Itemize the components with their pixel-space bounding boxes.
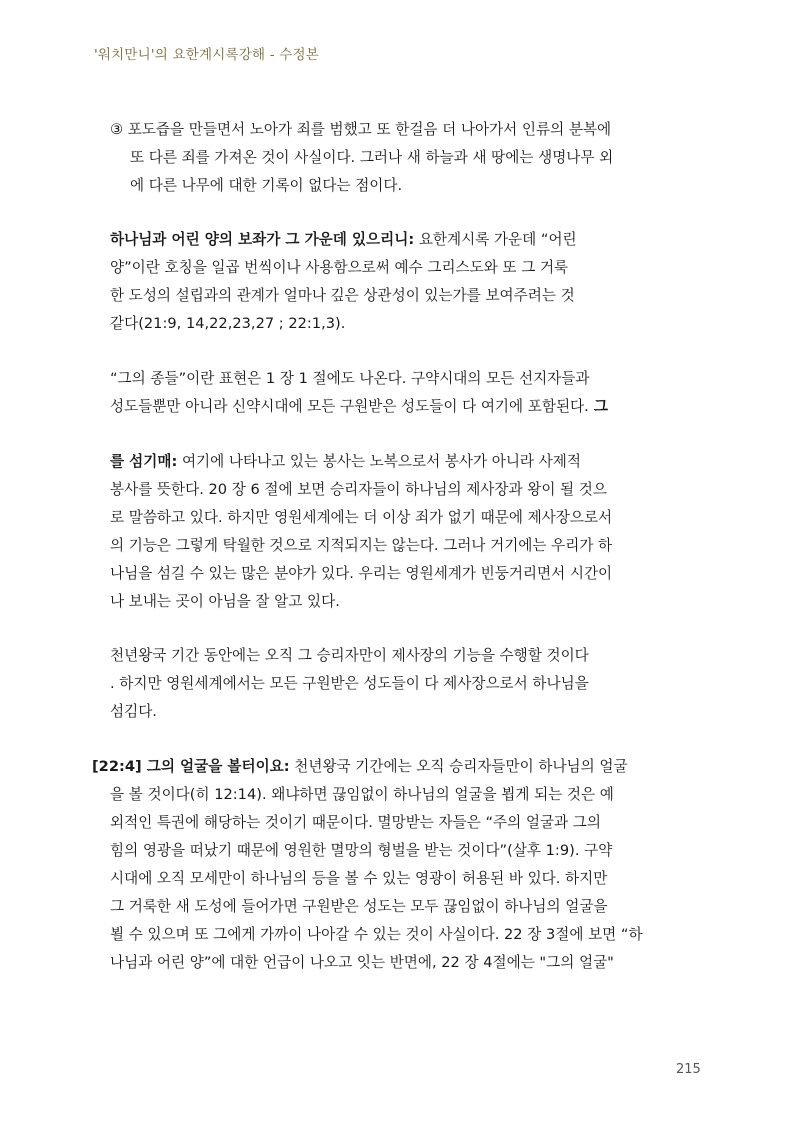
text-line: 나 보내는 곳이 아님을 잘 알고 있다.: [110, 593, 340, 610]
text-line: 같다(21:9, 14,22,23,27 ; 22:1,3).: [110, 315, 346, 332]
paragraph-heading: 하나님과 어린 양의 보좌가 그 가운데 있으리니:: [110, 231, 415, 248]
paragraph-heading-start: 그: [588, 398, 608, 415]
paragraph-heading: 를 섬기매:: [110, 453, 178, 470]
text-line: 로 말씀하고 있다. 하지만 영원세계에는 더 이상 죄가 없기 때문에 제사장으로서: [110, 509, 613, 526]
text-line: 뵐 수 있으며 또 그에게 가까이 나아갈 수 있는 것이 사실이다. 22 장 3절에 보면 “하: [110, 926, 643, 943]
text-line: 또 다른 죄를 가져온 것이 사실이다. 그러나 새 하늘과 새 땅에는 생명나무 외: [130, 149, 614, 166]
paragraph-heading: [22:4] 그의 얼굴을 볼터이요:: [92, 758, 290, 775]
text-line: 나님을 섬길 수 있는 많은 분야가 있다. 우리는 영원세계가 빈둥거리면서 시간이: [110, 565, 613, 582]
text-line: 의 기능은 그렇게 탁월한 것으로 지적되지는 않는다. 그러나 거기에는 우리가 하: [110, 537, 613, 554]
text-line: [92, 757, 628, 777]
text-line: [110, 230, 577, 250]
text-line: 외적인 특권에 해당하는 것이기 때문이다. 멸망받는 자들은 “주의 얼굴과 그의: [110, 814, 601, 831]
text-line: 봉사를 뜻한다. 20 장 6 절에 보면 승리자들이 하나님의 제사장과 왕이 될 것으: [110, 481, 607, 498]
text-line: 을 볼 것이다(히 12:14). 왜냐하면 끊임없이 하나님의 얼굴을 뵙게 되는 것은 예: [110, 786, 614, 803]
text-line: 한 도성의 설립과의 관계가 얼마나 깊은 상관성이 있는가를 보여주려는 것: [110, 287, 575, 304]
text-line: 그 거룩한 새 도성에 들어가면 구원받은 성도는 모두 끊임없이 하나님의 얼굴을: [110, 898, 608, 915]
text-line: “그의 종들”이란 표현은 1 장 1 절에도 나온다. 구약시대의 모든 선지자들과: [110, 370, 590, 387]
text-line: 에 다른 나무에 대한 기록이 없다는 점이다.: [130, 177, 403, 194]
text-line: ③ 포도즙을 만들면서 노아가 죄를 범했고 또 한걸음 더 나아가서 인류의 분복에: [110, 121, 612, 138]
text-span: 요한계시록 가운데 “어린: [414, 231, 577, 248]
text-span: 여기에 나타나고 있는 봉사는 노복으로서 봉사가 아니라 사제적: [177, 453, 581, 470]
text-line: [110, 452, 581, 472]
text-line: . 하지만 영원세계에서는 모든 구원받은 성도들이 다 제사장으로서 하나님을: [110, 675, 589, 692]
text-line: [110, 397, 608, 417]
text-line: 힘의 영광을 떠났기 때문에 영원한 멸망의 형벌을 받는 것이다”(살후 1:9). 구약: [110, 842, 613, 859]
text-span: 천년왕국 기간에는 오직 승리자들만이 하나님의 얼굴: [289, 758, 628, 775]
text-line: 나님과 어린 양”에 대한 언급이 나오고 잇는 반면에, 22 장 4절에는 "그의 얼굴": [110, 954, 614, 971]
text-line: 천년왕국 기간 동안에는 오직 그 승리자만이 제사장의 기능을 수행할 것이다: [110, 647, 589, 664]
page-number: 215: [676, 1062, 701, 1077]
text-span: 성도들뿐만 아니라 신약시대에 모든 구원받은 성도들이 다 여기에 포함된다.: [110, 398, 589, 415]
running-header: '워치만니'의 요한계시록강해 - 수정본: [94, 47, 319, 63]
text-line: 섬김다.: [110, 703, 157, 720]
text-line: 시대에 오직 모세만이 하나님의 등을 볼 수 있는 영광이 허용된 바 있다. 하지만: [110, 870, 608, 887]
text-line: 양”이란 호칭을 일곱 번씩이나 사용함으로써 예수 그리스도와 또 그 거룩: [110, 259, 569, 276]
